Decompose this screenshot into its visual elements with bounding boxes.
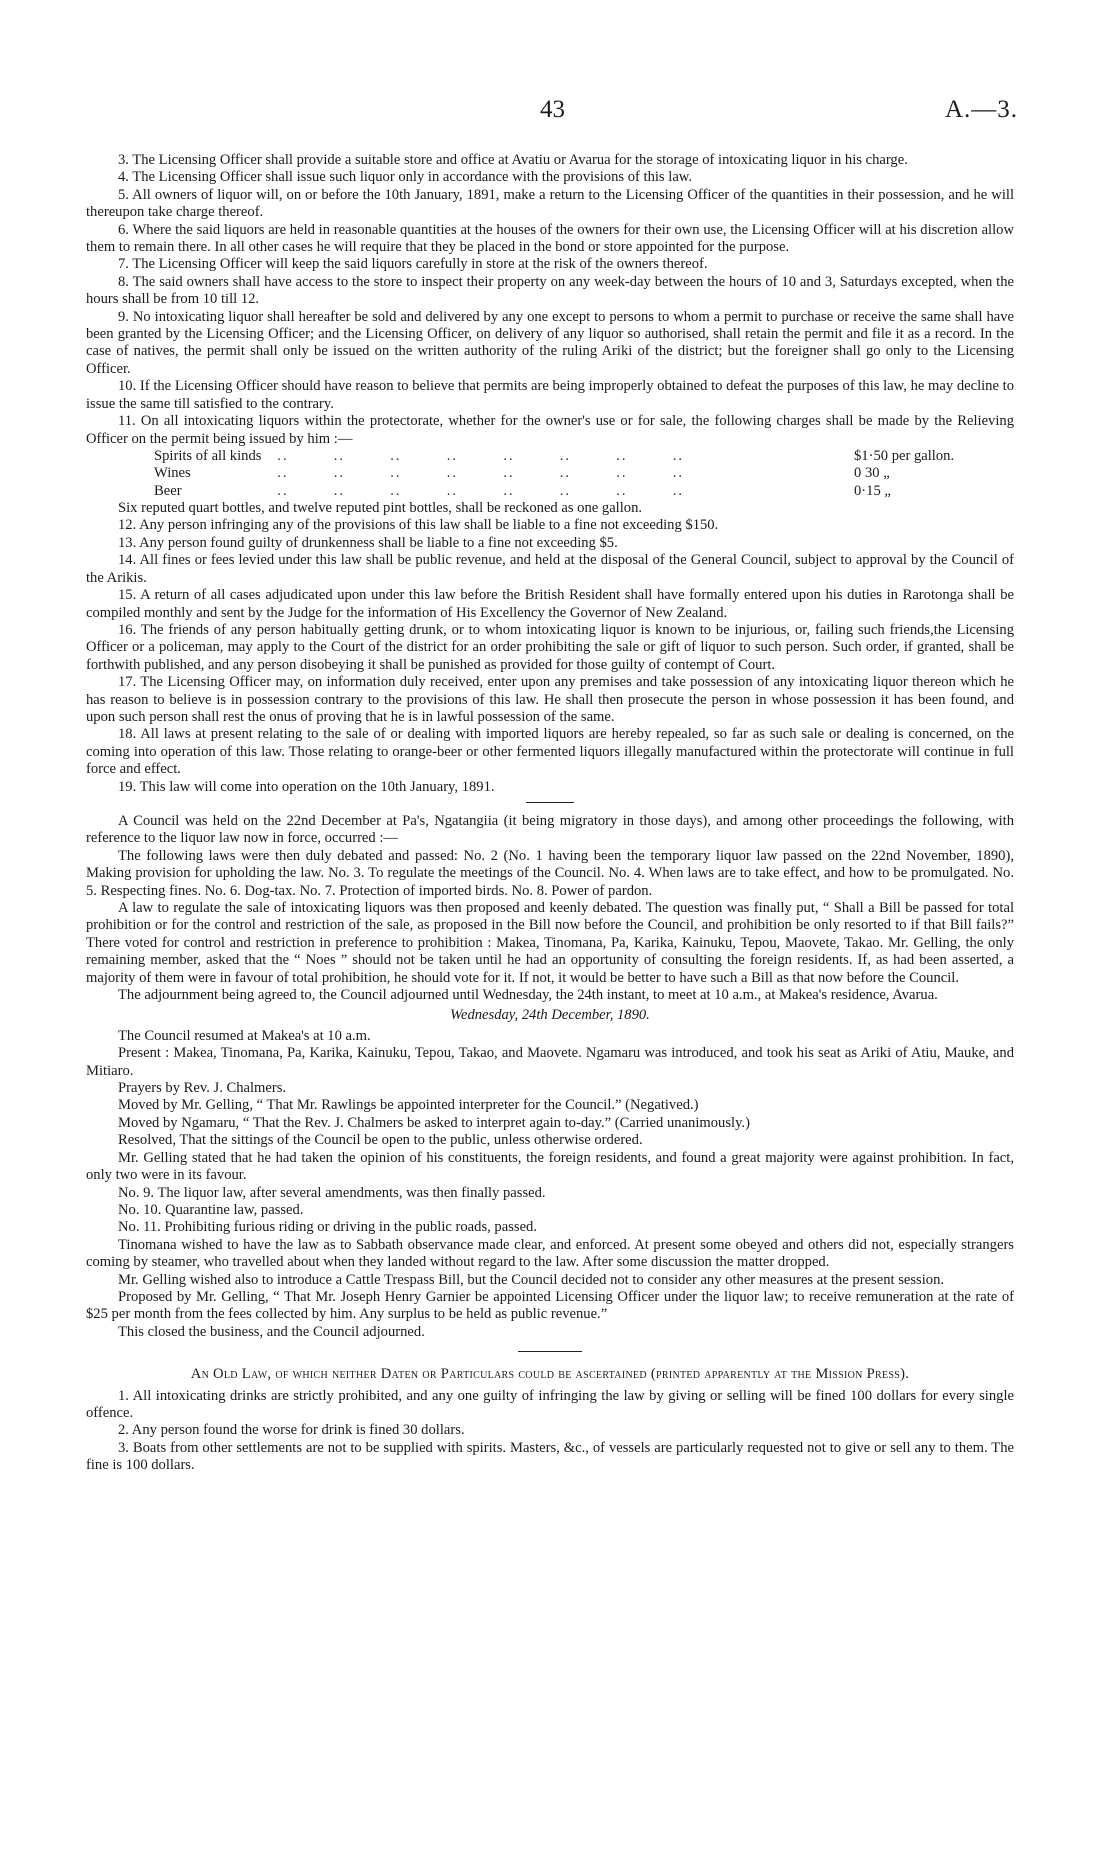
law-clause-8: 8. The said owners shall have access to the store to inspect their property on any week-day between the hours of 10 and 3, Saturdays excepted, when the hours shall be from 10 till 12. (86, 273, 1014, 308)
charges-table (86, 448, 1014, 500)
law-clause-9: 9. No intoxicating liquor shall hereafter be sold and delivered by any one except to persons to whom a permit to purchase or receive the same shall have been granted by the Licensing Officer; and the Licensing Officer, on delivery of any liquor so authorised, shall retain the permit and file it as a record. In the case of natives, the permit shall only be issued on the written authority of the ruling Ariki of the district; but the foreigner shall go only to the Licensing Officer. (86, 308, 1014, 377)
liquor-law-clauses-continued (86, 500, 1014, 796)
council-paragraph: No. 11. Prohibiting furious riding or driving in the public roads, passed. (118, 1219, 537, 1236)
old-law-clause-1: 1. All intoxicating drinks are strictly prohibited, and any one guilty of infringing the law by giving or selling will be fined 100 dollars for every single offence. (86, 1387, 1014, 1421)
council-paragraph: Proposed by Mr. Gelling, “ That Mr. Joseph Henry Garnier be appointed Licensing Officer under the liquor law; to receive remuneration at the rate of $25 per month from the fees collected by him. Any surplus to be held as public revenue.” (86, 1288, 1014, 1323)
law-clause-11: 11. On all intoxicating liquors within the protectorate, whether for the owner's use or for sale, the following charges shall be made by the Relieving Officer on the permit being issued by him :— (86, 413, 1014, 447)
old-law-clause-3: 3. Boats from other settlements are not to be supplied with spirits. Masters, &c., of vessels are particularly requested not to give or sell any to them. The fine is 100 dollars. (86, 1439, 1014, 1474)
charge-item: Spirits of all kinds (154, 447, 262, 464)
law-clause-18: 18. All laws at present relating to the sale of or dealing with imported liquors are hereby repealed, so far as such sale or dealing is concerned, on the coming into operation of this law. Those relating to orange-beer or other fermented liquors illegally manufactured within the protectorate will continue in full force and effect. (86, 726, 1014, 778)
charge-rate: $1·50 per gallon. (854, 447, 955, 464)
council-paragraph: Moved by Ngamaru, “ That the Rev. J. Chalmers be asked to interpret again to-day.” (Carried unanimously.) (118, 1114, 750, 1131)
council-paragraph: A Council was held on the 22nd December at Pa's, Ngatangiia (it being migratory in those days), and among other proceedings the following, with reference to the liquor law now in force, occurred :— (86, 812, 1014, 847)
old-law-clause-2: 2. Any person found the worse for drink is fined 30 dollars. (118, 1422, 465, 1439)
charges-row (86, 483, 1014, 500)
law-clause-17: 17. The Licensing Officer may, on information duly received, enter upon any premises and take possession of any intoxicating liquor thereon which he has reason to believe is in possession contrary to the provisions of this law. He shall then prosecute the person in whose possession it has been found, and upon such person shall rest the onus of proving that he is in lawful possession of the same. (86, 674, 1014, 725)
council-paragraph: No. 9. The liquor law, after several amendments, was then finally passed. (118, 1184, 546, 1201)
council-paragraph: The adjournment being agreed to, the Council adjourned until Wednesday, the 24th instant, to meet at 10 a.m., at Makea's residence, Avarua. (118, 987, 938, 1004)
council-paragraph: The Council resumed at Makea's at 10 a.m. (118, 1027, 371, 1044)
law-clause-19: 19. This law will come into operation on the 10th January, 1891. (118, 778, 495, 795)
old-law-heading: An Old Law, of which neither Daten or Particulars could be ascertained (printed apparently at the Mission Press). (190, 1366, 910, 1383)
council-paragraph: Tinomana wished to have the law as to Sabbath observance made clear, and enforced. At present some obeyed and others did not, especially strangers coming by steamer, who travelled about when they landed without regard to the law. After some discussion the matter dropped. (86, 1236, 1014, 1271)
page-header (0, 96, 1114, 126)
council-22nd-december (86, 813, 1014, 1004)
law-clause-5: 5. All owners of liquor will, on or before the 10th January, 1891, make a return to the Licensing Officer of the quantities in their possession, and he will thereupon take charge thereof. (86, 186, 1014, 221)
document-reference: A.—3. (944, 96, 1018, 123)
council-paragraph: A law to regulate the sale of intoxicating liquors was then proposed and keenly debated. The question was finally put, “ Shall a Bill be passed for total prohibition or for the control and restriction of the sale, as proposed in the Bill now before the Council, and prohibition be only resorted to if that Bill fails?” There voted for control and restriction in preference to prohibition : Makea, Tinomana, Pa, Karika, Kainuku, Tepou, Maovete, Takao. Mr. Gelling, the only remaining member, asked that the “ Noes ” should not be taken until he had an opportunity of consulting the foreign residents. If, as had been asserted, a majority of them were in favour of total prohibition, he should vote for it. If not, it would be better to have such a Bill as that now before the Council. (86, 900, 1014, 986)
law-clause-3: 3. The Licensing Officer shall provide a suitable store and office at Avatiu or Avarua for the storage of intoxicating liquor in his charge. (118, 152, 908, 168)
leader-dots: .. .. .. .. .. .. .. .. (266, 465, 684, 482)
law-clause-14: 14. All fines or fees levied under this law shall be public revenue, and held at the disposal of the General Council, subject to approval by the Council of the Arikis. (86, 552, 1014, 586)
section-divider (526, 802, 574, 803)
charge-item: Wines (154, 465, 191, 482)
council-paragraph: This closed the business, and the Council adjourned. (118, 1323, 425, 1340)
charges-row (86, 448, 1014, 465)
date-heading: Wednesday, 24th December, 1890. (450, 1007, 650, 1024)
leader-dots: .. .. .. .. .. .. .. .. (266, 482, 684, 499)
liquor-law-clauses (86, 152, 1014, 448)
body-text (86, 152, 1014, 1475)
law-clause-7: 7. The Licensing Officer will keep the said liquors carefully in store at the risk of the owners thereof. (118, 256, 708, 273)
law-clause-13: 13. Any person found guilty of drunkenness shall be liable to a fine not exceeding $5. (118, 534, 618, 551)
law-clause-4: 4. The Licensing Officer shall issue such liquor only in accordance with the provisions of this law. (118, 169, 693, 186)
law-clause-16: 16. The friends of any person habitually getting drunk, or to whom intoxicating liquor is known to be injurious, or, failing such friends,the Licensing Officer or a policeman, may apply to the Court of the district for an order prohibiting the sale or gift of liquor to such person. Such order, if granted, shall be forthwith published, and any person disobeying it shall be punished as provided for those guilty of contempt of Court. (86, 621, 1014, 673)
old-law-clauses (86, 1388, 1014, 1475)
council-24th-december (86, 1028, 1014, 1341)
leader-dots: .. .. .. .. .. .. .. .. (266, 447, 684, 464)
law-clause-6: 6. Where the said liquors are held in reasonable quantities at the houses of the owners for their own use, the Licensing Officer will at his discretion allow them to remain there. In all other cases he will require that they be placed in the bond or store appointed for the purpose. (86, 221, 1014, 256)
council-paragraph: Moved by Mr. Gelling, “ That Mr. Rawlings be appointed interpreter for the Council.” (Negatived.) (118, 1097, 699, 1114)
gallon-note: Six reputed quart bottles, and twelve reputed pint bottles, shall be reckoned as one gallon. (118, 500, 643, 517)
council-paragraph: The following laws were then duly debated and passed: No. 2 (No. 1 having been the temporary liquor law passed on the 22nd November, 1890), Making provision for upholding the law. No. 3. To regulate the meetings of the Council. No. 4. When laws are to take effect, and how to be promulgated. No. 5. Respecting fines. No. 6. Dog-tax. No. 7. Protection of imported birds. No. 8. Power of pardon. (86, 847, 1014, 899)
council-paragraph: Resolved, That the sittings of the Council be open to the public, unless otherwise ordered. (118, 1132, 643, 1149)
council-paragraph: Prayers by Rev. J. Chalmers. (118, 1080, 287, 1097)
council-paragraph: Mr. Gelling stated that he had taken the opinion of his constituents, the foreign residents, and found a great majority were against prohibition. In fact, only two were in its favour. (86, 1149, 1014, 1184)
charges-row (86, 465, 1014, 482)
section-divider (518, 1351, 582, 1352)
law-clause-12: 12. Any person infringing any of the provisions of this law shall be liable to a fine not exceeding $150. (118, 517, 719, 534)
charge-rate: 0 30 „ (854, 465, 890, 482)
page-number: 43 (540, 96, 565, 123)
council-paragraph: Present : Makea, Tinomana, Pa, Karika, Kainuku, Tepou, Takao, and Maovete. Ngamaru was introduced, and took his seat as Ariki of Atiu, Mauke, and Mitiaro. (86, 1045, 1014, 1079)
council-paragraph: No. 10. Quarantine law, passed. (118, 1201, 304, 1218)
law-clause-10: 10. If the Licensing Officer should have reason to believe that permits are being improperly obtained to defeat the purposes of this law, he may decline to issue the same till satisfied to the contrary. (86, 378, 1014, 412)
charge-rate: 0·15 „ (854, 482, 891, 499)
charge-item: Beer (154, 482, 182, 499)
council-paragraph: Mr. Gelling wished also to introduce a Cattle Trespass Bill, but the Council decided not to consider any other measures at the present session. (118, 1271, 945, 1288)
law-clause-15: 15. A return of all cases adjudicated upon under this law before the British Resident shall have formally entered upon his duties in Rarotonga shall be compiled monthly and sent by the Judge for the information of His Excellency the Governor of New Zealand. (86, 587, 1014, 621)
